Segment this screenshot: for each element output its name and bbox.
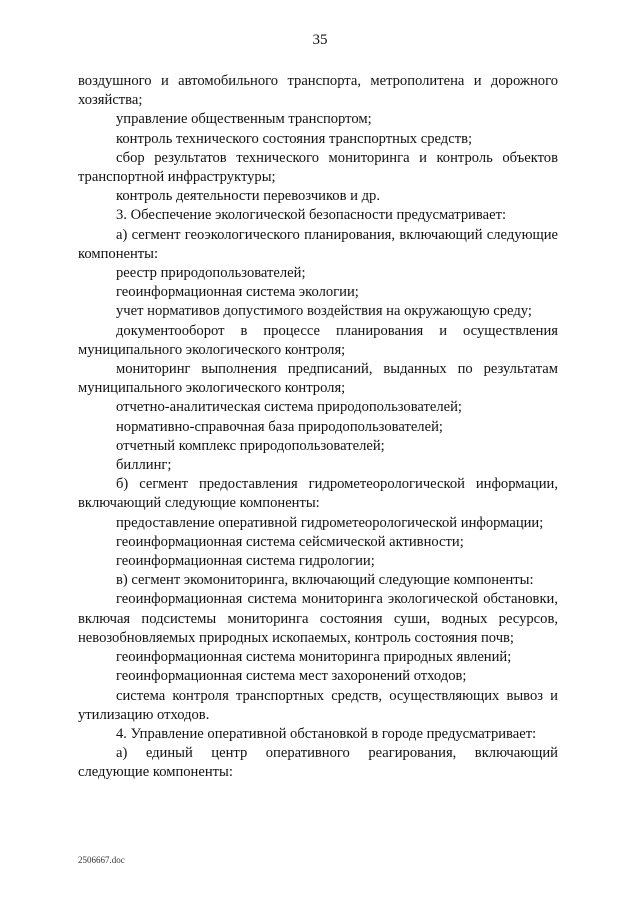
paragraph-23: геоинформационная система мониторинга природных явлений; [116,649,512,666]
paragraph-27: а) единый центр оперативного реагирования, включающий следующие компоненты: [78,745,558,781]
paragraph-24: геоинформационная система мест захоронений отходов; [116,668,467,685]
paragraph-19: геоинформационная система сейсмической активности; [116,533,464,550]
paragraph-14: нормативно-справочная база природопользователей; [116,418,443,435]
paragraph-8: реестр природопользователей; [116,265,306,282]
paragraph-4: сбор результатов технического мониторинга и контроль объектов транспортной инфраструктуры; [78,149,558,186]
paragraph-13: отчетно-аналитическая система природопользователей; [116,399,462,416]
paragraph-22: геоинформационная система мониторинга экологической обстановки, включая подсистемы мониторинга состояния суши, водных ресурсов, невозобновляемых природных ископаемых, контроль состояния почв; [78,591,558,646]
paragraph-6: 3. Обеспечение экологической безопасности предусматривает: [116,207,507,224]
paragraph-20: геоинформационная система гидрологии; [116,553,375,570]
paragraph-17: б) сегмент предоставления гидрометеорологической информации, включающий следующие компоненты: [78,476,558,512]
paragraph-11: документооборот в процессе планирования и осуществления муниципального экологического контроля; [78,322,558,358]
paragraph-9: геоинформационная система экологии; [116,284,359,301]
page-number: 35 [312,32,328,48]
paragraph-15: отчетный комплекс природопользователей; [116,437,385,454]
paragraph-7: а) сегмент геоэкологического планирования, включающий следующие компоненты: [78,226,558,262]
paragraph-5: контроль деятельности перевозчиков и др. [116,188,380,205]
paragraph-2: управление общественным транспортом; [116,111,372,128]
paragraph-21: в) сегмент экомониторинга, включающий следующие компоненты: [116,572,534,589]
footer-filename: 2506667.doc [78,855,125,865]
body-text [78,72,558,783]
paragraph-3: контроль технического состояния транспортных средств; [116,130,473,147]
paragraph-1: воздушного и автомобильного транспорта, метрополитена и дорожного хозяйства; [78,73,558,109]
paragraph-12: мониторинг выполнения предписаний, выданных по результатам муниципального экологического контроля; [78,361,558,397]
paragraph-25: система контроля транспортных средств, осуществляющих вывоз и утилизацию отходов. [78,687,558,723]
paragraph-16: биллинг; [116,457,172,474]
paragraph-18: предоставление оперативной гидрометеорологической информации; [116,514,544,531]
paragraph-26: 4. Управление оперативной обстановкой в городе предусматривает: [116,725,537,742]
paragraph-10: учет нормативов допустимого воздействия на окружающую среду; [116,303,532,320]
